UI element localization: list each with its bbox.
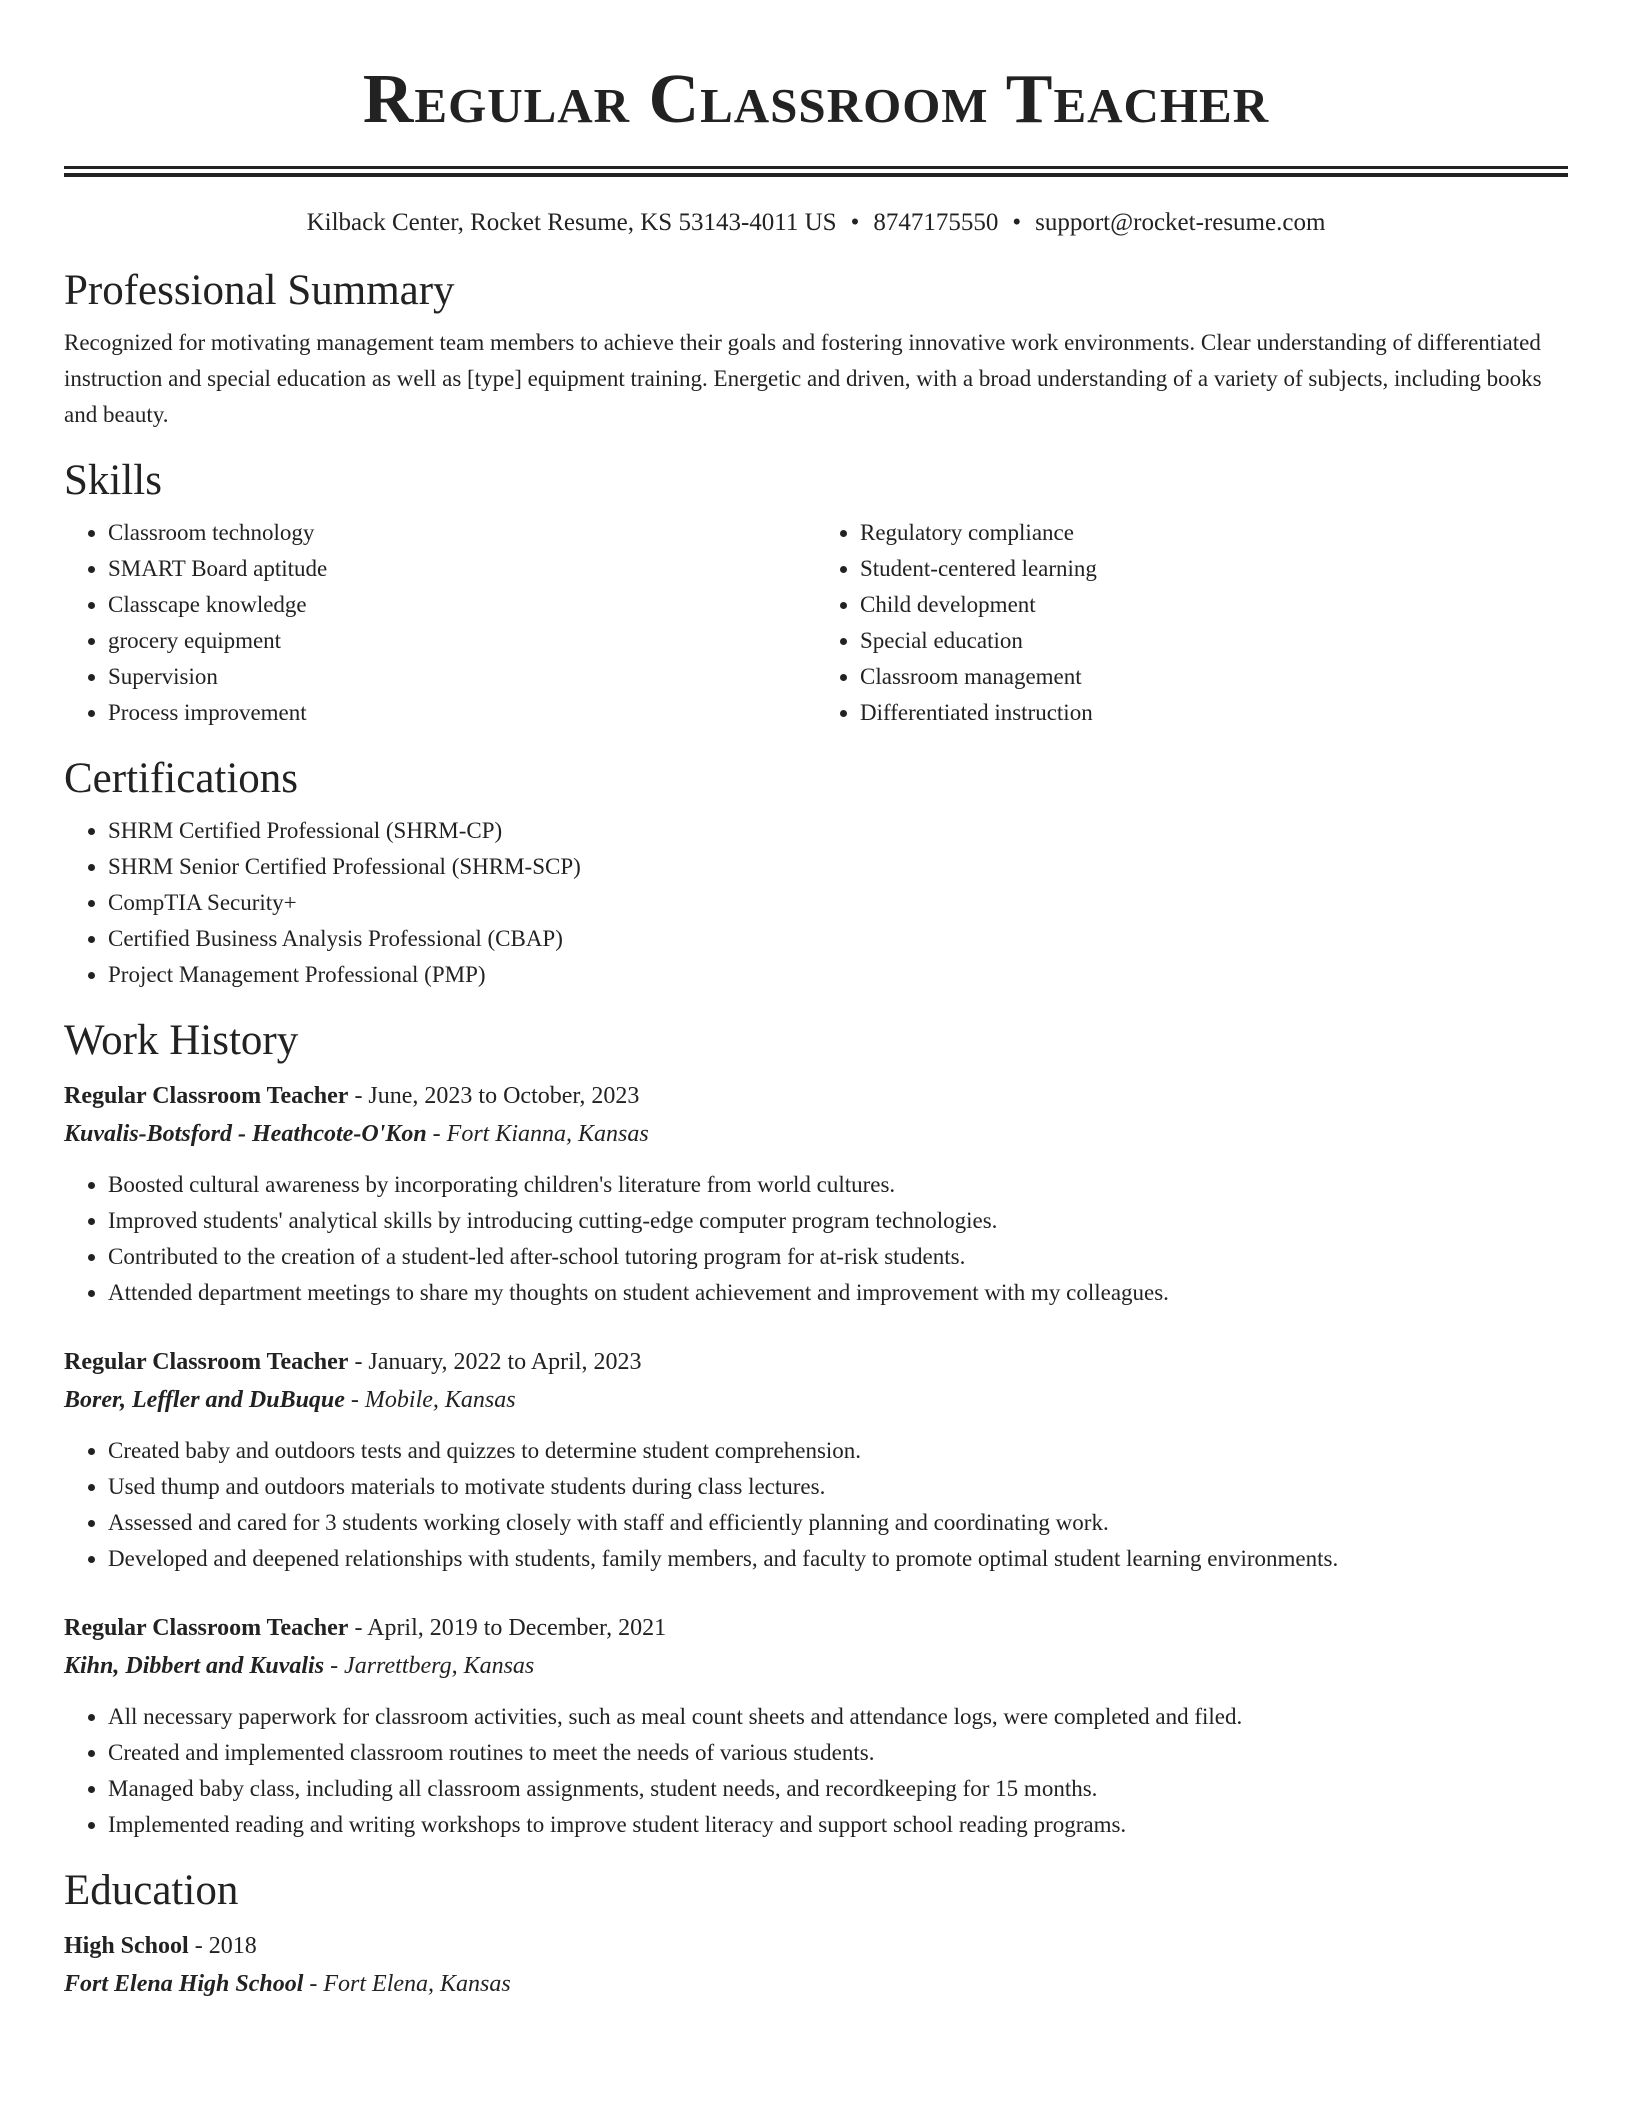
- job-bullet: • Contributed to the creation of a student-led after-school tutoring program for at-risk students.: [108, 1239, 1568, 1275]
- job-title: Regular Classroom Teacher: [64, 1349, 349, 1375]
- job-company: Kihn, Dibbert and Kuvalis: [64, 1653, 325, 1679]
- job-title: Regular Classroom Teacher: [64, 1615, 349, 1641]
- contact-email[interactable]: support@rocket-resume.com: [1035, 209, 1326, 236]
- job-company-line: [64, 1647, 1568, 1685]
- job-location: - Jarrettberg, Kansas: [324, 1653, 535, 1679]
- job-title-line: [64, 1077, 1568, 1115]
- job-bullet: • Improved students' analytical skills by introducing cutting-edge computer program technologies.: [108, 1203, 1568, 1239]
- job-bullet: • Created and implemented classroom routines to meet the needs of various students.: [108, 1735, 1568, 1771]
- education-location: - Fort Elena, Kansas: [303, 1971, 511, 1997]
- skill-item: • Classroom management: [860, 659, 1568, 695]
- job-bullet: • Assessed and cared for 3 students working closely with staff and efficiently planning and coordinating work.: [108, 1505, 1568, 1541]
- job-company-line: [64, 1381, 1568, 1419]
- resume-page: [64, 0, 1568, 2003]
- skill-item: • grocery equipment: [108, 623, 816, 659]
- certifications-section: [64, 753, 1568, 993]
- education-degree-line: [64, 1927, 1568, 1965]
- job-bullet: • Used thump and outdoors materials to motivate students during class lectures.: [108, 1469, 1568, 1505]
- job-location: - Mobile, Kansas: [344, 1387, 516, 1413]
- job-location: - Fort Kianna, Kansas: [426, 1121, 649, 1147]
- job-title-line: [64, 1609, 1568, 1647]
- education-degree: High School: [64, 1933, 189, 1959]
- job-bullets: [64, 1167, 1568, 1311]
- job-bullet: • Created baby and outdoors tests and quizzes to determine student comprehension.: [108, 1433, 1568, 1469]
- contact-phone[interactable]: 8747175550: [873, 209, 999, 236]
- job-title-line: [64, 1343, 1568, 1381]
- skills-right-list: [816, 515, 1568, 731]
- job-entry: [64, 1077, 1568, 1311]
- contact-separator: •: [850, 209, 860, 236]
- education-section: [64, 1865, 1568, 2003]
- job-bullet: • Managed baby class, including all classroom assignments, student needs, and recordkeeping for 15 months.: [108, 1771, 1568, 1807]
- job-dates: - June, 2023 to October, 2023: [348, 1083, 640, 1109]
- skill-item: • Process improvement: [108, 695, 816, 731]
- job-bullet: • All necessary paperwork for classroom activities, such as meal count sheets and attendance logs, were completed and filed.: [108, 1699, 1568, 1735]
- job-dates: - January, 2022 to April, 2023: [348, 1349, 642, 1375]
- job-bullets: [64, 1433, 1568, 1577]
- skill-item: • Supervision: [108, 659, 816, 695]
- contact-address: Kilback Center, Rocket Resume, KS 53143-4011 US: [306, 209, 837, 236]
- job-bullet: • Boosted cultural awareness by incorporating children's literature from world cultures.: [108, 1167, 1568, 1203]
- certifications-list: [64, 813, 1568, 993]
- education-year: - 2018: [188, 1933, 257, 1959]
- skills-columns: [64, 515, 1568, 731]
- certification-item: • CompTIA Security+: [108, 885, 1568, 921]
- work-history-section: [64, 1015, 1568, 1843]
- summary-section: [64, 265, 1568, 433]
- certification-item: • SHRM Senior Certified Professional (SHRM-SCP): [108, 849, 1568, 885]
- certification-item: • SHRM Certified Professional (SHRM-CP): [108, 813, 1568, 849]
- skills-heading: Skills: [64, 457, 162, 504]
- education-school-line: [64, 1965, 1568, 2003]
- skills-left-list: [64, 515, 816, 731]
- skill-item: • Classcape knowledge: [108, 587, 816, 623]
- job-bullet: • Attended department meetings to share my thoughts on student achievement and improvement with my colleagues.: [108, 1275, 1568, 1311]
- job-company: Kuvalis-Botsford - Heathcote-O'Kon: [64, 1121, 427, 1147]
- certification-item: • Certified Business Analysis Professional (CBAP): [108, 921, 1568, 957]
- education-school: Fort Elena High School: [64, 1971, 304, 1997]
- skills-section: [64, 455, 1568, 731]
- job-title: Regular Classroom Teacher: [64, 1083, 349, 1109]
- job-bullet: • Developed and deepened relationships with students, family members, and faculty to promote optimal student learning environments.: [108, 1541, 1568, 1577]
- resume-title: Regular Classroom Teacher: [362, 61, 1270, 138]
- skill-item: • Child development: [860, 587, 1568, 623]
- title-divider: [64, 166, 1568, 177]
- contact-line: [64, 207, 1568, 239]
- certifications-heading: Certifications: [64, 755, 299, 802]
- skill-item: • Regulatory compliance: [860, 515, 1568, 551]
- job-company: Borer, Leffler and DuBuque: [64, 1387, 345, 1413]
- summary-text: Recognized for motivating management team members to achieve their goals and fostering innovative work environments. Clear understanding of differentiated instruction and special education as well as [type] equipment training. Energetic and driven, with a broad understanding of a variety of subjects, including books and beauty.: [64, 330, 1542, 427]
- skill-item: • Classroom technology: [108, 515, 816, 551]
- skill-item: • SMART Board aptitude: [108, 551, 816, 587]
- education-heading: Education: [64, 1867, 239, 1914]
- skill-item: • Differentiated instruction: [860, 695, 1568, 731]
- job-dates: - April, 2019 to December, 2021: [348, 1615, 667, 1641]
- work-history-heading: Work History: [64, 1017, 299, 1064]
- job-bullets: [64, 1699, 1568, 1843]
- job-company-line: [64, 1115, 1568, 1153]
- certification-item: • Project Management Professional (PMP): [108, 957, 1568, 993]
- education-entry: [64, 1927, 1568, 2003]
- job-bullet: • Implemented reading and writing workshops to improve student literacy and support school reading programs.: [108, 1807, 1568, 1843]
- skill-item: • Student-centered learning: [860, 551, 1568, 587]
- job-entry: [64, 1609, 1568, 1843]
- skill-item: • Special education: [860, 623, 1568, 659]
- summary-heading: Professional Summary: [64, 267, 455, 314]
- job-entry: [64, 1343, 1568, 1577]
- contact-separator: •: [1012, 209, 1022, 236]
